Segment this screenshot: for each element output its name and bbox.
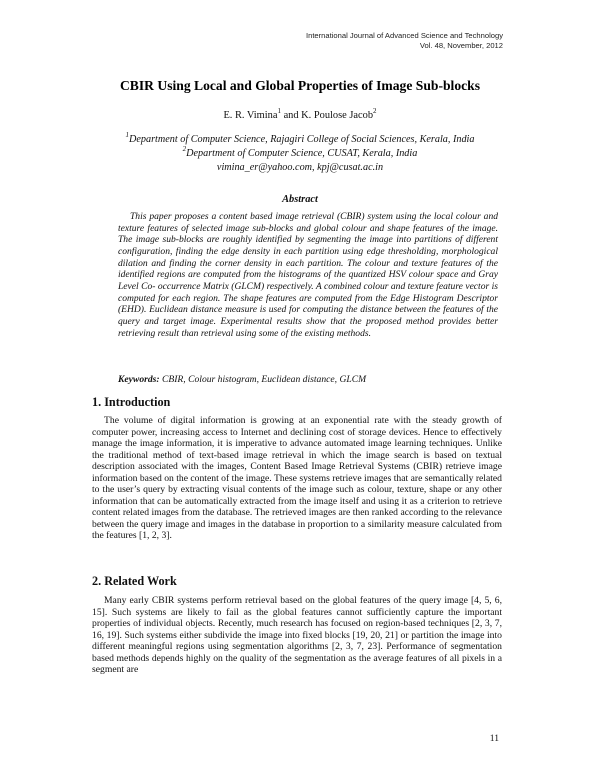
abstract-body: This paper proposes a content based image retrieval (CBIR) system using the local colour and texture features of selected image sub-blocks and global colour and shape features of the image. The image sub-blocks are roughly identified by segmenting the image into partitions of different configuration, finding the edge density in each partition using edge thresholding, morphological dilation and finding the corner density in each partition. The colour and texture features of the identified regions are computed from the histograms of the quantized HSV colour space and Gray Level Co- occurrence Matrix (GLCM) respectively. A combined colour and texture feature vector is computed for each region. The shape features are computed from the Edge Histogram Descriptor (EHD). Euclidean distance measure is used for computing the distance between the features of the query and target image. Experimental results show that the proposed method provides better retrieving result than retrieval using some of the existing methods. — [118, 211, 498, 339]
running-head — [306, 31, 503, 51]
affiliation-mark: 2 — [182, 145, 187, 153]
author-emails: vimina_er@yahoo.com, kpj@cusat.ac.in — [216, 162, 384, 173]
affiliation-mark: 1 — [125, 131, 130, 139]
author-name: K. Poulose Jacob — [301, 110, 374, 121]
keywords-line — [118, 374, 508, 385]
abstract-heading: Abstract — [282, 194, 318, 205]
author-affil-mark: 2 — [373, 107, 377, 115]
affiliation-2 — [0, 145, 600, 159]
section-heading-related-work: 2. Related Work — [92, 574, 177, 588]
paper-title: CBIR Using Local and Global Properties of Image Sub-blocks — [119, 78, 481, 93]
journal-volume: Vol. 48, November, 2012 — [419, 41, 503, 50]
keywords-label: Keywords: — [118, 374, 160, 385]
affiliation-text: Department of Computer Science, CUSAT, Kerala, India — [186, 148, 418, 159]
page-number: 11 — [489, 733, 499, 744]
section-heading-introduction: 1. Introduction — [92, 395, 171, 409]
affiliation-1 — [0, 131, 600, 145]
section-body-related-work: Many early CBIR systems perform retrieval based on the global features of the query image [4, 5, 6, 15]. Such systems are likely to fail as the global features cannot sufficiently capture the important properties of individual objects. Recently, much research has focused on region-based techniques [2, 3, 7, 16, 19]. Such systems either subdivide the image into fixed blocks [19, 20, 21] or partition the image into different meaningful regions using segmentation algorithms [2, 3, 7, 23]. Performance of segmentation based methods depends highly on the quality of the segmentation as the average features of all pixels in a segment are — [92, 595, 502, 676]
author-conjunction: and — [280, 110, 302, 121]
journal-name: International Journal of Advanced Science and Technology — [305, 31, 503, 40]
author-line — [0, 107, 600, 121]
author-name: E. R. Vimina — [223, 110, 278, 121]
author-affil-mark: 1 — [277, 107, 281, 115]
keywords-text: CBIR, Colour histogram, Euclidean distance, GLCM — [159, 374, 367, 385]
affiliation-text: Department of Computer Science, Rajagiri College of Social Sciences, Kerala, India — [129, 134, 475, 145]
section-body-introduction: The volume of digital information is growing at an exponential rate with the steady growth of computer power, increasing access to Internet and declining cost of storage devices. Hence to effectively manage the image information, it is imperative to advance automated image learning techniques. Unlike the traditional method of text-based image retrieval in which the image search is based on textual description associated with the images, Content Based Image Retrieval Systems (CBIR) retrieve image information based on the content of the image. These systems retrieve images that are semantically related to the user’s query by extracting visual contents of the image such as colour, texture, shape or any other information that can be automatically extracted from the image itself and using it as a criterion to retrieve content related images from the database. The retrieved images are then ranked according to the relevance between the query image and images in the database in proportion to a similarity measure calculated from the features [1, 2, 3]. — [92, 415, 502, 542]
